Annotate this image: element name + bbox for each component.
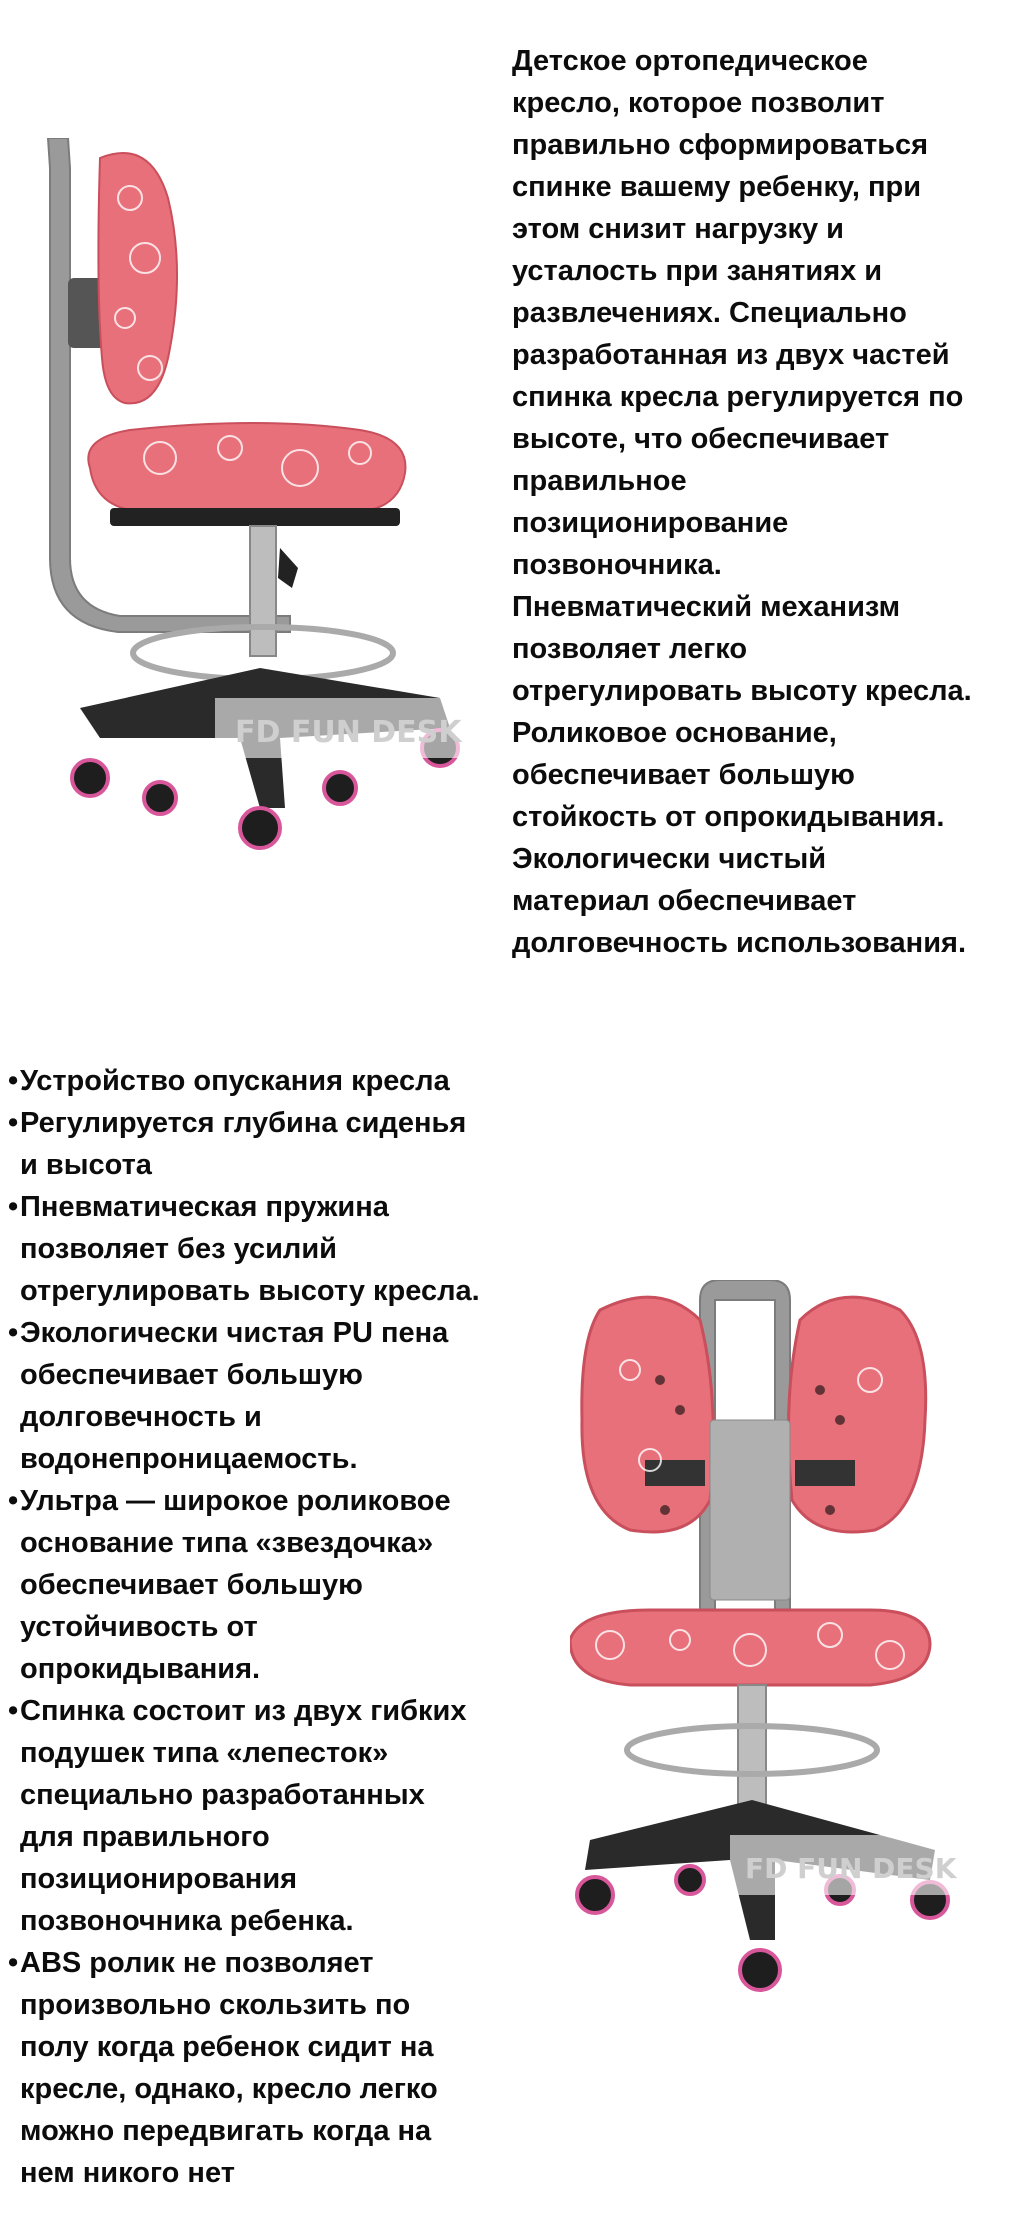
- description-line: Детское ортопедическое: [512, 45, 868, 77]
- watermark-side: FD FUN DESK: [235, 715, 462, 750]
- feature-line: устойчивость от: [20, 1611, 258, 1643]
- feature-item: [8, 1060, 528, 1102]
- product-description: [512, 40, 1007, 964]
- feature-line: долговечность и: [20, 1401, 262, 1433]
- description-line: Экологически чистый: [512, 843, 827, 875]
- feature-line: Пневматическая пружина: [20, 1191, 389, 1223]
- chair-side-photo: [10, 138, 505, 878]
- description-line: материал обеспечивает: [512, 885, 857, 917]
- description-line: позиционирование: [512, 507, 789, 539]
- feature-item: [8, 1312, 528, 1480]
- feature-line: позвоночника ребенка.: [20, 1905, 354, 1937]
- feature-line: можно передвигать когда на: [20, 2115, 432, 2147]
- feature-line: обеспечивает большую: [20, 1359, 363, 1391]
- description-line: спинка кресла регулируется по: [512, 381, 964, 413]
- watermark-front: FD FUN DESK: [745, 1852, 957, 1885]
- feature-item: [8, 1690, 528, 1942]
- description-line: правильно сформироваться: [512, 129, 929, 161]
- feature-line: специально разработанных: [20, 1779, 425, 1811]
- feature-item: [8, 1186, 528, 1312]
- feature-item: [8, 1102, 528, 1186]
- feature-line: и высота: [20, 1149, 152, 1181]
- feature-line: Ультра — широкое роликовое: [20, 1485, 451, 1517]
- feature-line: Экологически чистая PU пена: [20, 1317, 449, 1349]
- description-line: позвоночника.: [512, 549, 722, 581]
- description-line: позволяет легко: [512, 633, 748, 665]
- feature-line: произвольно скользить по: [20, 1989, 411, 2021]
- description-line: высоте, что обеспечивает: [512, 423, 890, 455]
- description-line: разработанная из двух частей: [512, 339, 950, 371]
- bullet-icon: •: [8, 1695, 19, 1727]
- feature-item: [8, 1480, 528, 1690]
- description-line: кресло, которое позволит: [512, 87, 885, 119]
- description-line: отрегулировать высоту кресла.: [512, 675, 972, 707]
- description-line: этом снизит нагрузку и: [512, 213, 845, 245]
- bullet-icon: •: [8, 1065, 19, 1097]
- description-line: Пневматический механизм: [512, 591, 901, 623]
- bullet-icon: •: [8, 1485, 19, 1517]
- feature-line: основание типа «звездочка»: [20, 1527, 434, 1559]
- feature-item: [8, 1942, 528, 2194]
- chair-front-photo: [570, 1280, 1010, 2000]
- feature-line: обеспечивает большую: [20, 1569, 363, 1601]
- description-line: правильное: [512, 465, 687, 497]
- description-line: спинке вашему ребенку, при: [512, 171, 922, 203]
- feature-line: водонепроницаемость.: [20, 1443, 358, 1475]
- feature-line: Устройство опускания кресла: [20, 1065, 450, 1097]
- feature-line: Регулируется глубина сиденья: [20, 1107, 467, 1139]
- bullet-icon: •: [8, 1107, 19, 1139]
- feature-line: отрегулировать высоту кресла.: [20, 1275, 480, 1307]
- feature-line: полу когда ребенок сидит на: [20, 2031, 434, 2063]
- bullet-icon: •: [8, 1317, 19, 1349]
- feature-line: позволяет без усилий: [20, 1233, 338, 1265]
- feature-line: нем никого нет: [20, 2157, 235, 2189]
- description-line: развлечениях. Специально: [512, 297, 907, 329]
- description-line: Роликовое основание,: [512, 717, 837, 749]
- feature-line: Спинка состоит из двух гибких: [20, 1695, 467, 1727]
- description-line: стойкость от опрокидывания.: [512, 801, 945, 833]
- description-line: долговечность использования.: [512, 927, 967, 959]
- feature-line: позиционирования: [20, 1863, 298, 1895]
- bullet-icon: •: [8, 1191, 19, 1223]
- feature-line: подушек типа «лепесток»: [20, 1737, 389, 1769]
- description-line: усталость при занятиях и: [512, 255, 883, 287]
- features-list: [8, 1060, 528, 2194]
- bullet-icon: •: [8, 1947, 19, 1979]
- feature-line: опрокидывания.: [20, 1653, 261, 1685]
- feature-line: ABS ролик не позволяет: [20, 1947, 374, 1979]
- feature-line: кресле, однако, кресло легко: [20, 2073, 438, 2105]
- description-line: обеспечивает большую: [512, 759, 855, 791]
- feature-line: для правильного: [20, 1821, 270, 1853]
